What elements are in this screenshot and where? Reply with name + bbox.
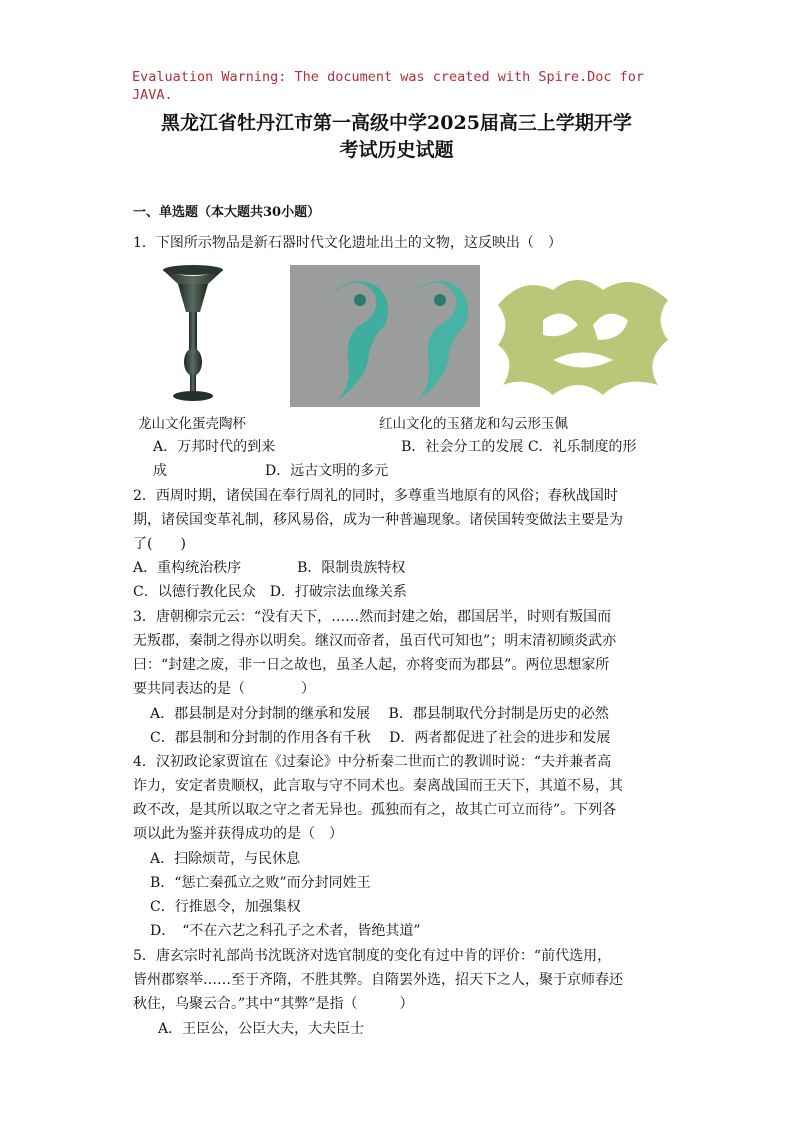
evaluation-warning: Evaluation Warning: The document was created with Spire.Doc for JAVA.	[132, 69, 645, 103]
q2-line-3: 了( )	[133, 536, 186, 552]
q1-options-line-2: 成 D．远古文明的多元	[153, 463, 389, 479]
q3-line-1: 3．唐朝柳宗元云：“没有天下，……然而封建之始，郡国居半，时则有叛国而	[133, 609, 612, 625]
q4-line-2: 诈力，安定者贵顺权，此言取与守不同术也。秦离战国而王天下，其道不易，其	[133, 778, 623, 794]
q2-line-1: 2．西周时期，诸侯国在奉行周礼的同时，多尊重当地原有的风俗；春秋战国时	[133, 488, 618, 504]
title-line-1: 黑龙江省牡丹江市第一高级中学2025届高三上学期开学	[161, 112, 632, 134]
q4-option-a: A．扫除烦苛，与民休息	[150, 851, 301, 867]
q3-line-2: 无叛郡，秦制之得亦以明矣。继汉而帝者，虽百代可知也”；明末清初顾炎武亦	[133, 633, 617, 649]
q4-option-c: C．行推恩令，加强集权	[150, 899, 301, 915]
section-heading: 一、单选题（本大题共30小题）	[133, 205, 321, 220]
q4-line-1: 4．汉初政论家贾谊在《过秦论》中分析秦二世而亡的教训时说：“夫并兼者高	[133, 754, 612, 770]
q1-stem: 1．下图所示物品是新石器时代文化遗址出土的文物，这反映出（ ）	[133, 235, 562, 251]
q5-option-a: A．王臣公，公臣大夫，大夫臣士	[158, 1021, 365, 1037]
q4-line-4: 项以此为鉴并获得成功的是（ ）	[133, 826, 343, 842]
q2-options-line-2: C．以德行教化民众 D．打破宗法血缘关系	[133, 584, 407, 600]
caption-left: 龙山文化蛋壳陶杯	[138, 416, 246, 432]
q4-option-b: B．“惩亡秦孤立之败”而分封同姓王	[150, 875, 371, 891]
q5-line-2: 皆州郡察举……至于齐隋，不胜其弊。自隋罢外选，招天下之人，聚于京师春还	[133, 972, 623, 988]
cloud-jade-pendant-image	[483, 265, 683, 407]
q4-option-d: D． “不在六艺之科孔子之术者，皆绝其道”	[150, 923, 421, 939]
q5-line-1: 5．唐玄宗时礼部尚书沈既济对选官制度的变化有过中肯的评价：“前代选用，	[133, 948, 612, 964]
q2-line-2: 期，诸侯国变革礼制，移风易俗，成为一种普遍现象。诸侯国转变做法主要是为	[133, 512, 623, 528]
q4-line-3: 政不改，是其所以取之守之者无异也。孤独而有之，故其亡可立而待”。下列各	[133, 802, 617, 818]
q1-options-line-1: A．万邦时代的到来 B．社会分工的发展 C．礼乐制度的形	[153, 439, 637, 455]
q3-line-4: 要共同表达的是（ ）	[133, 681, 315, 697]
q3-line-3: 曰：“封建之废，非一日之故也，虽圣人起，亦将变而为郡县”。两位思想家所	[133, 657, 610, 673]
q5-line-3: 秋住，乌聚云合。”其中“其弊”是指（ ）	[133, 996, 414, 1012]
q3-options-line-1: A．郡县制是对分封制的继承和发展 B．郡县制取代分封制是历史的必然	[150, 706, 609, 722]
q3-options-line-2: C．郡县制和分封制的作用各有千秋 D．两者都促进了社会的进步和发展	[150, 730, 611, 746]
jade-pig-dragon-image	[290, 265, 480, 407]
page-title	[120, 110, 673, 164]
title-line-2: 考试历史试题	[339, 139, 454, 161]
eggshell-pottery-cup-image	[148, 262, 238, 407]
q2-options-line-1: A．重构统治秩序 B．限制贵族特权	[133, 560, 406, 576]
caption-right: 红山文化的玉猪龙和勾云形玉佩	[379, 416, 568, 432]
